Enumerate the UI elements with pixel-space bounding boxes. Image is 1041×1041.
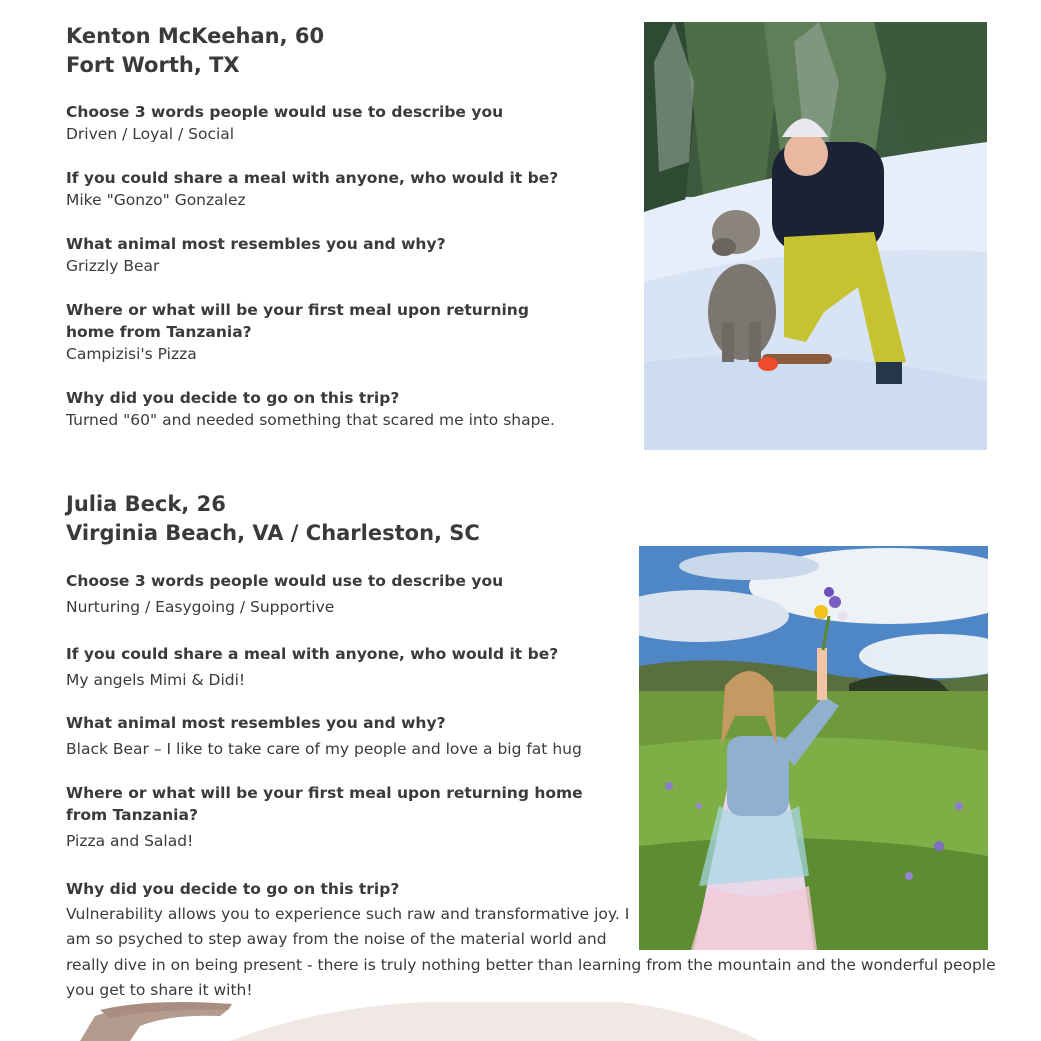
answer-line: Vulnerability allows you to experience such raw and transformative joy. I (66, 905, 630, 923)
question: If you could share a meal with anyone, who would it be? (66, 169, 559, 187)
question: Choose 3 words people would use to describe you (66, 103, 504, 121)
question: Where or what will be your first meal upon returning (66, 301, 529, 319)
question: If you could share a meal with anyone, who would it be? (66, 645, 559, 663)
question: What animal most resembles you and why? (66, 714, 446, 732)
answer: Grizzly Bear (66, 257, 160, 275)
question: from Tanzania? (66, 806, 198, 824)
answer: Black Bear – I like to take care of my people and love a big fat hug (66, 740, 582, 758)
answer: Turned "60" and needed something that scared me into shape. (66, 411, 555, 429)
profile-name: Julia Beck, 26 (66, 492, 226, 516)
profile-name: Kenton McKeehan, 60 (66, 24, 325, 48)
answer: Campizisi's Pizza (66, 345, 197, 363)
profile-photo-julia (639, 546, 988, 950)
profile-location: Virginia Beach, VA / Charleston, SC (66, 521, 480, 545)
question: Why did you decide to go on this trip? (66, 389, 400, 407)
question: Why did you decide to go on this trip? (66, 880, 400, 898)
question: Where or what will be your first meal upon returning home (66, 784, 583, 802)
answer: My angels Mimi & Didi! (66, 671, 246, 689)
question: What animal most resembles you and why? (66, 235, 446, 253)
answer: Driven / Loyal / Social (66, 125, 235, 143)
answer: Pizza and Salad! (66, 832, 194, 850)
question: Choose 3 words people would use to describe you (66, 572, 504, 590)
answer-line: am so psyched to step away from the noise of the material world and (66, 930, 607, 948)
footer-decoration (0, 996, 1041, 1041)
question: home from Tanzania? (66, 323, 252, 341)
profile-photo-kenton (644, 22, 987, 450)
answer: Mike "Gonzo" Gonzalez (66, 191, 246, 209)
answer-line: really dive in on being present - there is truly nothing better than learning from the mountain and the wonderful people (66, 956, 996, 974)
profile-location: Fort Worth, TX (66, 53, 240, 77)
answer: Nurturing / Easygoing / Supportive (66, 598, 335, 616)
answer-line: you get to share it with! (66, 981, 253, 999)
